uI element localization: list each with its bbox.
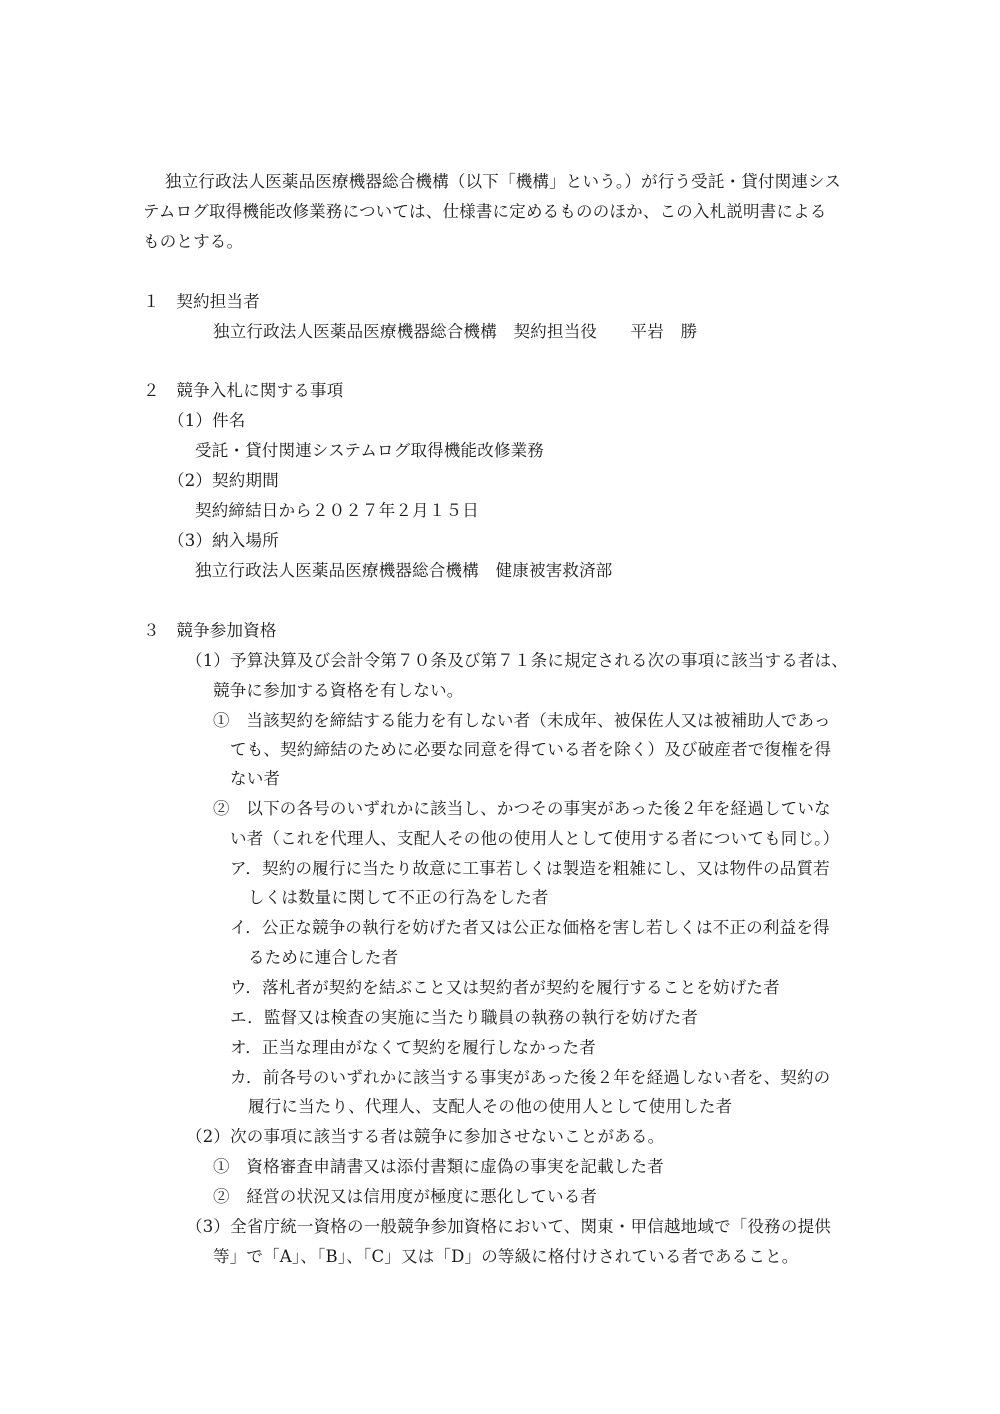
item-body: 独立行政法人医薬品医療機器総合機構 健康被害救済部 — [195, 561, 613, 580]
sub-item: イ．公正な競争の執行を妨げた者又は公正な価格を害し若しくは不正の利益を得 — [230, 918, 830, 937]
paragraph-line: （1）予算決算及び会計令第７０条及び第７１条に規定される次の事項に該当する者は、 — [186, 651, 848, 670]
list-item-cont: い者（これを代理人、支配人その他の使用人として使用する者についても同じ。） — [230, 829, 840, 848]
sub-item-cont: 履行に当たり、代理人、支配人その他の使用人として使用した者 — [248, 1097, 733, 1116]
list-item: ① 資格審査申請書又は添付書類に虚偽の事実を記載した者 — [213, 1157, 664, 1176]
intro-line: テムログ取得機能改修業務については、仕様書に定めるもののほか、この入札説明書による — [143, 202, 827, 221]
section-heading: ３ 競争参加資格 — [143, 621, 277, 640]
paragraph-line: （2）次の事項に該当する者は競争に参加させないことがある。 — [186, 1127, 665, 1146]
list-item: ② 以下の各号のいずれかに該当し、かつその事実があった後２年を経過していな — [213, 799, 831, 818]
section-body: 独立行政法人医薬品医療機器総合機構 契約担当役 平岩 勝 — [213, 322, 698, 341]
sub-item-cont: るために連合した者 — [248, 948, 399, 967]
item-body: 受託・貸付関連システムログ取得機能改修業務 — [195, 441, 545, 460]
list-item-cont: ない者 — [230, 769, 281, 788]
item-body: 契約締結日から２０２７年２月１５日 — [195, 501, 479, 520]
paragraph-line: （3）全省庁統一資格の一般競争参加資格において、関東・甲信越地域で「役務の提供 — [186, 1217, 831, 1236]
sub-item: カ．前各号のいずれかに該当する事実があった後２年を経過しない者を、契約の — [230, 1068, 831, 1087]
paragraph-line: 等」で「A」、「B」、「C」又は「D」の等級に格付けされている者であること。 — [213, 1247, 799, 1266]
sub-item-cont: しくは数量に関して不正の行為をした者 — [248, 888, 549, 907]
item-label: （3）納入場所 — [168, 531, 279, 550]
sub-item: ア．契約の履行に当たり故意に工事若しくは製造を粗雑にし、又は物件の品質若 — [230, 859, 830, 878]
sub-item: エ．監督又は検査の実施に当たり職員の執務の執行を妨げた者 — [230, 1008, 699, 1027]
list-item: ① 当該契約を締結する能力を有しない者（未成年、被保佐人又は被補助人であっ — [213, 711, 831, 730]
intro-line: 独立行政法人医薬品医療機器総合機構（以下「機構」という。）が行う受託・貸付関連シス — [165, 172, 841, 191]
intro-line: ものとする。 — [143, 232, 244, 251]
section-heading: １ 契約担当者 — [143, 292, 260, 311]
item-label: （1）件名 — [168, 411, 246, 430]
sub-item: オ．正当な理由がなくて契約を履行しなかった者 — [230, 1038, 596, 1057]
list-item-cont: ても、契約締結のために必要な同意を得ている者を除く）及び破産者で復権を得 — [230, 740, 832, 759]
item-label: （2）契約期間 — [168, 471, 279, 490]
section-heading: ２ 競争入札に関する事項 — [143, 381, 344, 400]
sub-item: ウ．落札者が契約を結ぶこと又は契約者が契約を履行することを妨げた者 — [230, 978, 780, 997]
list-item: ② 経営の状況又は信用度が極度に悪化している者 — [213, 1187, 598, 1206]
paragraph-line: 競争に参加する資格を有しない。 — [213, 681, 464, 700]
